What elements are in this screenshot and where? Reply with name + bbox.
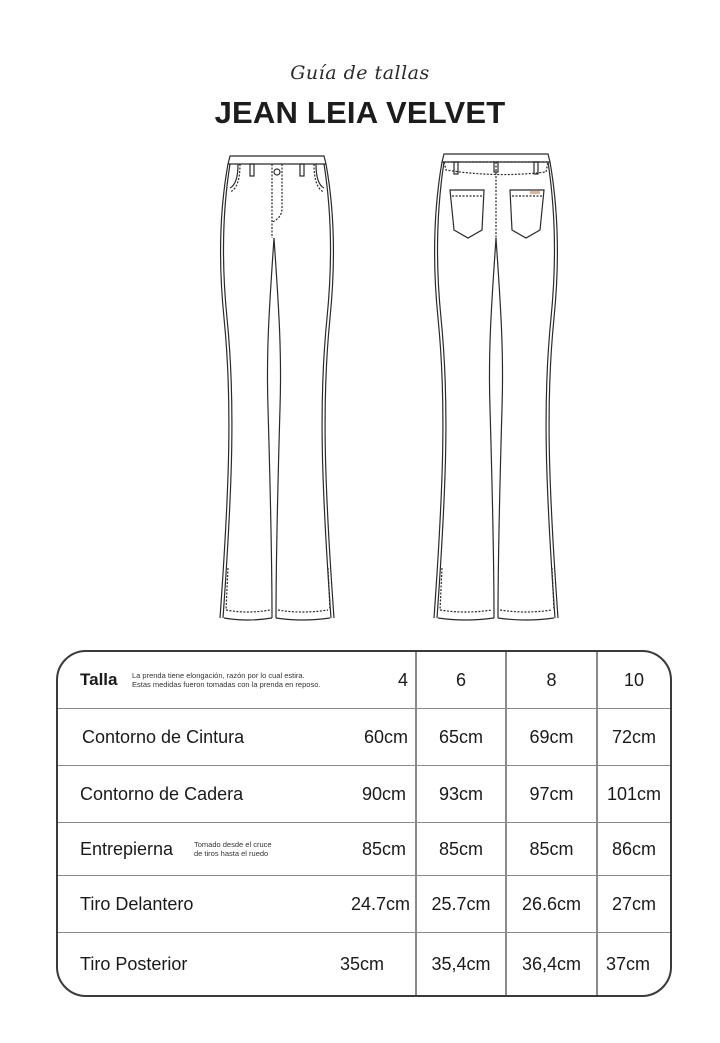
table-row [58,766,670,823]
size-8: 8 [546,669,557,690]
jeans-back-illustration [430,148,560,628]
table-row [58,709,670,766]
table-row [58,823,670,876]
row-value: 69cm [529,726,574,747]
size-6: 6 [455,669,466,690]
row-value: 65cm [438,726,483,747]
row-value: 85cm [361,838,406,859]
row-value: 97cm [529,783,574,804]
row-value: 90cm [361,783,406,804]
talla-note: La prenda tiene elongación, razón por lo cual estira. Estas medidas fueron tomadas con la prenda en reposo. [132,671,321,689]
talla-label: Talla [80,670,118,689]
row-value: 93cm [438,783,483,804]
row-value: 60cm [363,726,408,747]
row-value: 85cm [438,838,483,859]
size-table [56,650,672,997]
row-value: 85cm [529,838,574,859]
row-value: 35,4cm [431,953,491,974]
row-value: 25.7cm [431,893,491,914]
row-value: 35cm [340,953,385,974]
jeans-front-illustration [212,148,342,628]
table-row [58,933,670,995]
row-value: 26.6cm [521,893,582,914]
table-header-row [58,652,670,709]
size-10: 10 [623,669,645,690]
row-label: Tiro Delantero [80,893,194,914]
subtitle: Guía de tallas [290,62,430,84]
row-value: 86cm [611,838,656,859]
row-value: 36,4cm [521,953,582,974]
row-value: 37cm [606,953,651,974]
row-label: Contorno de Cintura [82,726,245,747]
row-value: 24.7cm [350,893,410,914]
size-4: 4 [397,669,408,690]
row-label: Contorno de Cadera [80,783,244,804]
row-value: 101cm [606,783,662,804]
row-label: Entrepierna [80,838,174,859]
page-title: JEAN LEIA VELVET [214,95,506,130]
row-value: 72cm [611,726,656,747]
table-row [58,876,670,933]
row-note: Tomado desde el cruce de tiros hasta el ruedo [194,840,272,858]
row-value: 27cm [611,893,656,914]
row-label: Tiro Posterior [80,953,188,974]
